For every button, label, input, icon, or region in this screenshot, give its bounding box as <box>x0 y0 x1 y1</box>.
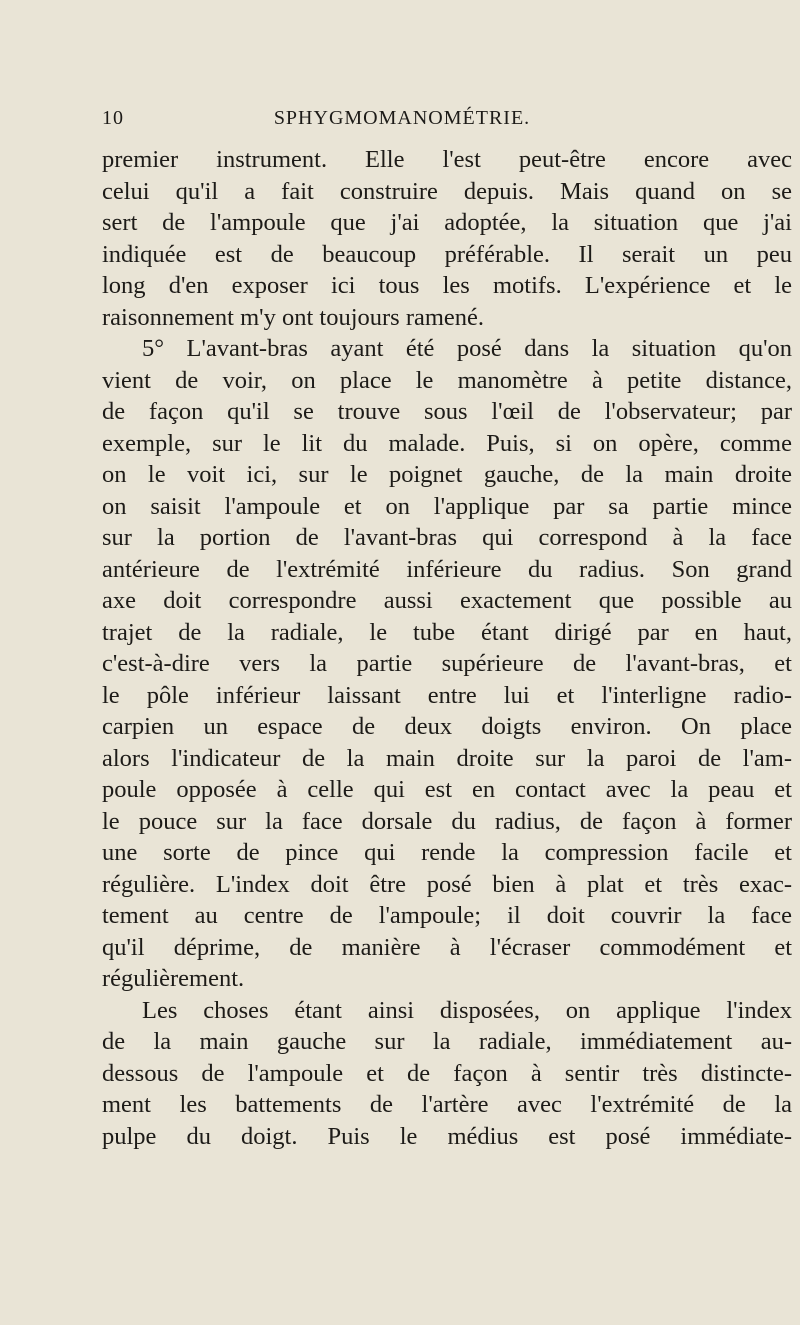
text-line: tement au centre de l'ampoule; il doit couvrir la face <box>102 902 792 929</box>
text-line: Les choses étant ainsi disposées, on applique l'index <box>142 996 792 1024</box>
text-line: trajet de la radiale, le tube étant dirigé par en haut, <box>102 618 792 646</box>
text-line: ment les battements de l'artère avec l'extrémité de la <box>102 1091 792 1118</box>
text-line: celui qu'il a fait construire depuis. Mais quand on se <box>102 177 792 205</box>
text-line: pulpe du doigt. Puis le médius est posé immédiate- <box>102 1122 792 1150</box>
text-line: qu'il déprime, de manière à l'écraser commodément et <box>102 933 792 961</box>
text-line: 5° L'avant-bras ayant été posé dans la situation qu'on <box>142 335 792 362</box>
text-line: une sorte de pince qui rende la compression facile et <box>102 839 792 866</box>
text-line: de la main gauche sur la radiale, immédiatement au- <box>102 1028 792 1055</box>
text-line: axe doit correspondre aussi exactement que possible au <box>102 587 792 614</box>
text-line: carpien un espace de deux doigts environ. On place <box>102 713 792 740</box>
text-line: régulièrement. <box>102 965 245 992</box>
text-line: indiquée est de beaucoup préférable. Il serait un peu <box>102 240 792 268</box>
page-number: 10 <box>102 107 124 129</box>
body-text <box>102 144 792 1152</box>
text-line: premier instrument. Elle l'est peut-être encore avec <box>102 146 792 173</box>
page-header-title: SPHYGMOMANOMÉTRIE. <box>273 107 531 129</box>
text-line: c'est-à-dire vers la partie supérieure de l'avant-bras, et <box>102 650 792 677</box>
text-line: on le voit ici, sur le poignet gauche, de la main droite <box>102 461 792 488</box>
text-line: sur la portion de l'avant-bras qui correspond à la face <box>102 524 792 551</box>
text-line: on saisit l'ampoule et on l'applique par sa partie mince <box>102 492 792 520</box>
text-line: régulière. L'index doit être posé bien à plat et très exac- <box>102 870 792 898</box>
text-line: vient de voir, on place le manomètre à petite distance, <box>102 366 792 394</box>
text-line: le pouce sur la face dorsale du radius, de façon à former <box>102 807 792 835</box>
text-line: alors l'indicateur de la main droite sur la paroi de l'am- <box>102 744 792 772</box>
text-line: exemple, sur le lit du malade. Puis, si on opère, comme <box>102 429 792 457</box>
running-head <box>102 106 702 130</box>
text-line: sert de l'ampoule que j'ai adoptée, la situation que j'ai <box>102 209 792 236</box>
text-line: raisonnement m'y ont toujours ramené. <box>102 303 485 331</box>
text-line: long d'en exposer ici tous les motifs. L'expérience et le <box>102 272 792 299</box>
text-line: antérieure de l'extrémité inférieure du radius. Son grand <box>102 555 792 583</box>
text-line: de façon qu'il se trouve sous l'œil de l'observateur; par <box>102 398 792 425</box>
text-line: le pôle inférieur laissant entre lui et l'interligne radio- <box>102 681 792 709</box>
text-line: poule opposée à celle qui est en contact avec la peau et <box>102 776 792 803</box>
text-line: dessous de l'ampoule et de façon à sentir très distincte- <box>102 1059 792 1087</box>
